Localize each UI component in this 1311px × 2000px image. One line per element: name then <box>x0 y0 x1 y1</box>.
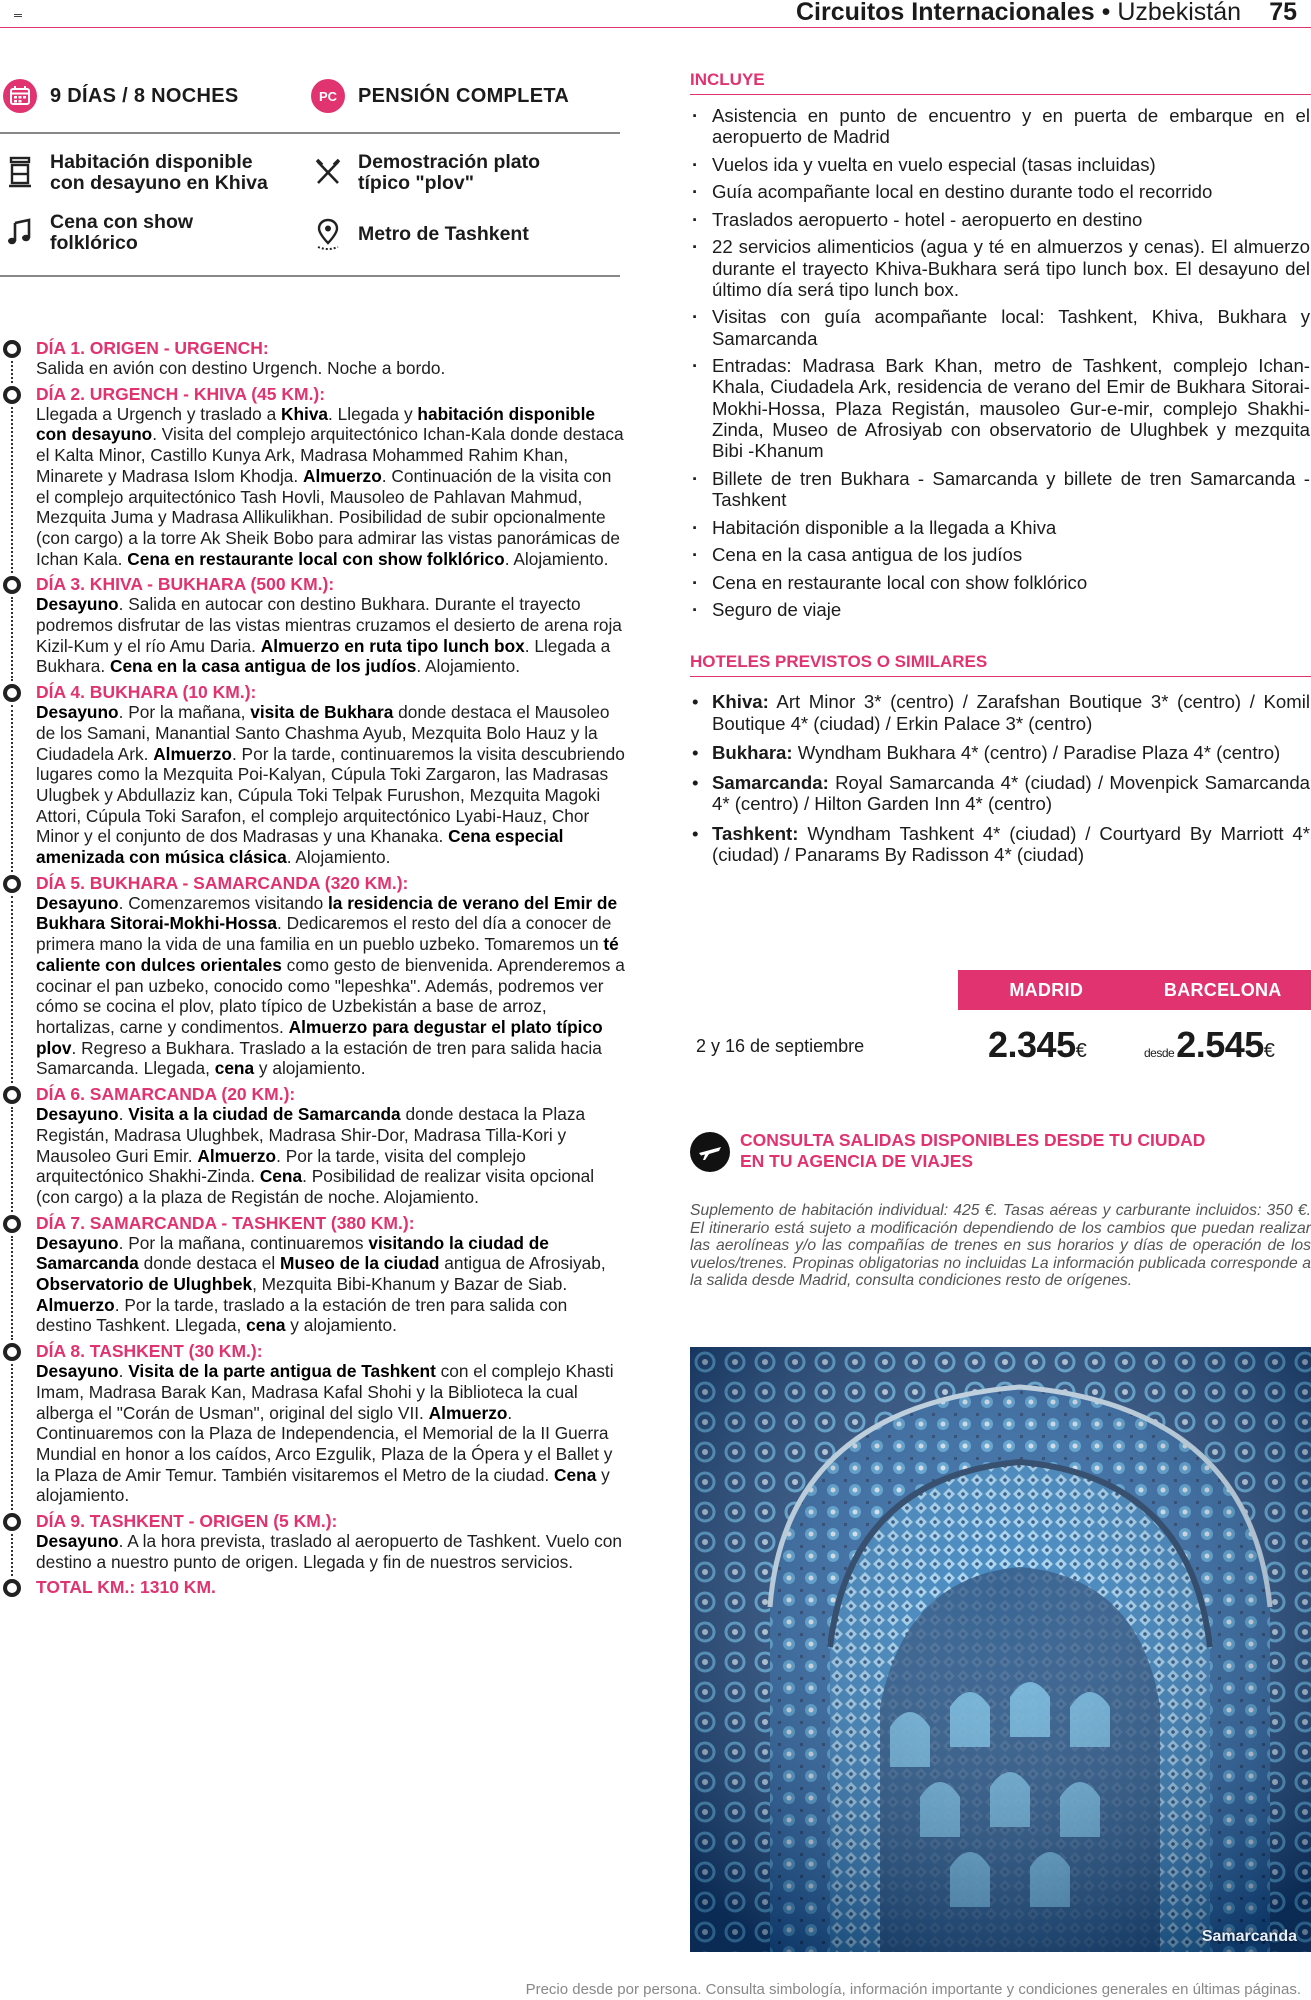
hotel-item <box>690 691 1311 734</box>
room-label-line2: con desayuno en Khiva <box>50 172 268 194</box>
right-column <box>690 70 1311 874</box>
day-text-bold: Cena <box>259 1166 303 1187</box>
day-text <box>36 404 625 570</box>
plov-label-line1: Demostración plato <box>358 151 541 173</box>
day-title: DÍA 1. ORIGEN - URGENCH: <box>36 338 269 358</box>
day-text-run: . Por la mañana, <box>118 702 251 723</box>
day-text <box>36 702 625 868</box>
feature-room <box>0 152 268 194</box>
timeline-dot-icon <box>3 576 21 594</box>
price-madrid <box>988 1024 1086 1066</box>
timeline-dot-icon <box>3 875 21 893</box>
features-divider-bottom <box>0 275 620 277</box>
day-text <box>36 893 625 1079</box>
room-label <box>50 152 268 194</box>
day-text-run: . Alojamiento. <box>416 656 521 677</box>
day-text-run: . Comenzaremos visitando <box>118 892 328 913</box>
day-text <box>36 594 625 677</box>
day-text-bold: Desayuno <box>36 892 119 913</box>
timeline-dot-icon <box>3 386 21 404</box>
list-item: · Vuelos ida y vuelta en vuelo especial (tasas incluidas) <box>690 154 1311 175</box>
departure-dates: 2 y 16 de septiembre <box>696 1036 865 1056</box>
hotel-city: Samarcanda: <box>712 771 829 793</box>
day-text-run: con el complejo Khasti Imam, Madrasa Barak Kan, Madrasa Kafal Shohi y la Biblioteca la cual alberga el "Corán de Usman", original del siglo VII. <box>36 1361 614 1423</box>
day-text-run: donde destaca el <box>138 1253 281 1274</box>
total-km: TOTAL KM.: 1310 KM. <box>36 1577 216 1598</box>
day-text-run: . Continuaremos con la Plaza de Independencia, el Memorial de la II Guerra Mundial en honor a los caídos, Arco Ezgulik, Plaza de la Ópera y el Ballet y la Plaza de Amir Temur. También visitaremos el Metro de la ciudad. <box>36 1402 613 1485</box>
price-col-barcelona: BARCELONA <box>1163 979 1282 1000</box>
itinerary-day <box>0 1213 625 1337</box>
day-text-run: . <box>118 1104 129 1125</box>
timeline-dot-icon <box>3 340 21 358</box>
hotel-city: Khiva: <box>712 691 769 713</box>
day-text-run: . Regreso a Bukhara. Traslado a la estación de tren para salida hacia Samarcanda. Llegada, <box>36 1037 602 1079</box>
feature-metro <box>308 214 529 254</box>
map-pin-icon <box>308 214 348 254</box>
day-text-bold: Visita de la parte antigua de Tashkent <box>128 1361 436 1382</box>
hotel-item <box>690 742 1311 764</box>
day-text-run: donde destaca el Mausoleo de los Samani, Manantial Santo Chashma Ayub, Mezquita Bolo Hauz y la Ciudadela Ark. <box>36 702 610 764</box>
pension-badge-icon <box>308 76 348 116</box>
hotels-list <box>690 691 1311 866</box>
day-text-run: antigua de Afrosiyab, <box>439 1253 606 1274</box>
itinerary-day <box>0 1341 625 1506</box>
price-madrid-value: 2.345 <box>988 1024 1076 1065</box>
itinerary-day <box>0 1084 625 1208</box>
day-text-run: . Alojamiento. <box>504 548 609 569</box>
airplane-icon <box>690 1132 730 1172</box>
day-text-bold: cena <box>214 1058 255 1079</box>
show-label <box>50 212 193 254</box>
day-title: DÍA 3. KHIVA - BUKHARA (500 KM.): <box>36 574 335 595</box>
day-text-bold: habitación disponible con desayuno <box>36 403 596 445</box>
header-section: Circuitos Internacionales <box>795 0 1095 26</box>
list-item: · Guía acompañante local en destino durante todo el recorrido <box>690 181 1311 202</box>
day-text-bold: Cena en la casa antigua de los judíos <box>109 656 417 677</box>
photo-caption: Samarcanda <box>1201 1928 1297 1945</box>
hotel-city: Bukhara: <box>712 742 793 764</box>
day-text-bold: Desayuno <box>36 594 119 615</box>
itinerary-day <box>0 384 625 570</box>
day-text-run: y alojamiento. <box>36 1464 610 1506</box>
calendar-icon <box>0 76 40 116</box>
includes-list <box>690 105 1311 620</box>
day-text-bold: Cena especial amenizada con música clásica <box>36 826 564 868</box>
feature-board <box>308 76 569 116</box>
cutlery-icon <box>308 152 348 192</box>
day-text-bold: Almuerzo <box>428 1402 508 1423</box>
conditions-note: Suplemento de habitación individual: 425 €. Tasas aéreas y carburante incluidos: 350 €. El itinerario está sujeto a modificación dependiendo de los cambios que puedan realizar las aerolíneas y/o las compañías de trenes en sus horarios y días de operación de los vuelos/trenes. Propinas obligatorias no incluidas La información publicada corresponde a la salida desde Madrid, consulta condiciones resto de orígenes. <box>690 1202 1311 1289</box>
footer-disclaimer: Precio desde por persona. Consulta simbología, información importante y condiciones generales en últimas páginas. <box>525 1981 1301 1998</box>
day-text-bold: té caliente con dulces orientales <box>36 934 619 975</box>
hotel-list: Wyndham Bukhara 4* (centro) / Paradise Plaza 4* (centro) <box>792 742 1281 764</box>
list-item: · Cena en restaurante local con show folklórico <box>690 572 1311 593</box>
duration-label: 9 DÍAS / 8 NOCHES <box>50 85 239 107</box>
music-note-icon <box>0 212 40 252</box>
day-text-run: . Por la mañana, continuaremos <box>118 1232 369 1253</box>
currency-symbol: € <box>1075 1040 1087 1062</box>
itinerary-day <box>0 873 625 1079</box>
timeline-dot-icon <box>3 1513 21 1531</box>
hotel-list: Art Minor 3* (centro) / Zarafshan Boutique 3* (centro) / Komil Boutique 4* (ciudad) / Erkin Palace 3* (centro) <box>712 691 1310 734</box>
day-text-run: . Dedicaremos el resto del día a conocer de primera mano la vida de una familia en un pueblo uzbeko. Tomaremos un <box>36 913 612 955</box>
day-text-run: como gesto de bienvenida. Aprenderemos a cocinar el pan uzbeko, conocido como "lepeshka". Además, podremos ver cómo se cocina el plov, plato típico de Uzbekistán a base de arroz, hortalizas, carne y condimentos. <box>36 954 625 1037</box>
show-label-line2: folklórico <box>50 232 138 254</box>
day-text-bold: Cena en restaurante local con show folklórico <box>127 548 505 569</box>
itinerary-day <box>0 1511 625 1572</box>
header-title <box>796 0 1241 27</box>
plov-label-line2: típico "plov" <box>358 172 474 194</box>
day-text-bold: Khiva <box>280 403 329 424</box>
day-text-bold: Desayuno <box>36 1232 119 1253</box>
price-barcelona <box>1144 1024 1274 1066</box>
day-text-run: . Llegada a Bukhara. <box>36 635 611 677</box>
list-item: · Seguro de viaje <box>690 599 1311 620</box>
day-title: DÍA 6. SAMARCANDA (20 KM.): <box>36 1084 296 1105</box>
list-item: · Visitas con guía acompañante local: Tashkent, Khiva, Bukhara y Samarcanda <box>690 306 1311 349</box>
timeline-dot-icon <box>3 1579 21 1597</box>
day-text-run: Salida en avión con destino Urgench. Noche a bordo. <box>36 358 446 378</box>
day-text-run: y alojamiento. <box>285 1315 397 1336</box>
timeline-dot-icon <box>3 684 21 702</box>
day-title: DÍA 8. TASHKENT (30 KM.): <box>36 1341 263 1362</box>
plov-label <box>358 152 540 194</box>
day-text <box>36 1104 625 1208</box>
day-text-bold: Desayuno <box>36 702 119 723</box>
itinerary <box>0 338 625 1602</box>
day-text-bold: Almuerzo en ruta tipo lunch box <box>260 635 525 656</box>
timeline-dot-icon <box>3 1343 21 1361</box>
show-label-line1: Cena con show <box>50 211 194 233</box>
feature-show <box>0 212 193 254</box>
day-text-bold: visita de Bukhara <box>250 702 394 723</box>
list-item: · Billete de tren Bukhara - Samarcanda y billete de tren Samarcanda - Tashkent <box>690 468 1311 511</box>
list-item: · Cena en la casa antigua de los judíos <box>690 544 1311 565</box>
day-text-run: . Por la tarde, continuaremos la visita descubriendo lugares como la Mezquita Poi-Kalyan, Cúpula Toki Zargaron, las Madrasas Ulugbek y Abdullaziz kan, Cúpula Toki Telpak Furushon, Mezquita Magoki Attori, Cúpula Toki Sarafon, el complejo arquitectónico Lyabi-Hauz, Chor Minor y el conjunto de dos Madrasas y una Khanaka. <box>36 743 625 847</box>
consulta-line2: EN TU AGENCIA DE VIAJES <box>740 1151 974 1171</box>
day-text-bold: Almuerzo <box>303 465 382 486</box>
consulta-banner <box>690 1130 1311 1178</box>
hotel-list: Wyndham Tashkent 4* (ciudad) / Courtyard By Marriott 4* (ciudad) / Panarams By Radisson 4* (ciudad) <box>712 822 1310 866</box>
day-text-bold: cena <box>246 1315 286 1336</box>
day-text-run: . <box>118 1361 129 1382</box>
day-text-run: donde destaca la Plaza Registán, Madrasa Ulughbek, Madrasa Shir-Dor, Madrasa Tilla-Kori y Mausoleo Guri Emir. <box>36 1104 586 1166</box>
day-text-run: . Llegada y <box>328 403 418 424</box>
day-text-run: . Posibilidad de realizar visita opcional (con cargo) a la plaza de Registán de noche. Alojamiento. <box>36 1166 595 1207</box>
price-desde-label: desde <box>1144 1046 1175 1060</box>
day-text-bold: Desayuno <box>36 1104 119 1125</box>
day-text-run: . Alojamiento. <box>286 847 391 868</box>
currency-symbol: € <box>1263 1040 1275 1062</box>
day-text-run: Llegada a Urgench y traslado a <box>36 403 281 424</box>
itinerary-day <box>0 338 625 379</box>
price-barcelona-value: 2.545 <box>1176 1024 1264 1065</box>
day-text-run: . Por la tarde, traslado a la estación de tren para salida con destino Tashkent. Llegada, <box>36 1294 568 1336</box>
samarcanda-mosaic-photo <box>690 1347 1311 1952</box>
day-title: DÍA 2. URGENCH - KHIVA (45 KM.): <box>36 383 326 404</box>
day-text-run: . Por la tarde, visita del complejo arquitectónico Shakhi-Zinda. <box>36 1145 526 1187</box>
includes-heading: INCLUYE <box>690 70 1311 95</box>
feature-plov <box>308 152 540 194</box>
day-text-bold: Desayuno <box>36 1531 119 1552</box>
header-country: Uzbekistán <box>1117 0 1241 26</box>
list-item: · Traslados aeropuerto - hotel - aeropuerto en destino <box>690 209 1311 230</box>
day-text-run: . Continuación de la visita con el complejo arquitectónico Tash Hovli, Mausoleo de Pahlavan Mahmud, Mezquita Juma y Madrasa Allikulikhan. Posibilidad de subir opcionalmente (con cargo) a la torre Ak Sheik Bobo para admirar las vistas panorámicas de Ichan Kala. <box>36 465 621 569</box>
day-text <box>36 1361 625 1506</box>
price-row <box>690 1022 1311 1072</box>
mosaic-artwork <box>690 1347 1311 1952</box>
timeline-dot-icon <box>3 1086 21 1104</box>
day-text <box>36 1233 625 1337</box>
feature-duration <box>0 76 238 116</box>
room-label-line1: Habitación disponible <box>50 151 253 173</box>
day-title: DÍA 7. SAMARCANDA - TASHKENT (380 KM.): <box>36 1212 415 1233</box>
day-title: DÍA 4. BUKHARA (10 KM.): <box>36 682 257 703</box>
day-text-bold: Almuerzo <box>153 743 232 764</box>
price-table-header <box>958 970 1311 1010</box>
day-text-bold: la residencia de verano del Emir de Bukhara Sitorai-Mokhi-Hossa <box>36 892 618 934</box>
hotel-door-icon <box>0 152 40 192</box>
features-divider-top <box>0 132 620 134</box>
page-number: 75 <box>1269 0 1297 26</box>
itinerary-total <box>0 1577 625 1597</box>
consulta-text <box>740 1130 1205 1172</box>
day-text-run: . Visita del complejo arquitectónico Ichan-Kala donde destaca el Kalta Minor, Castillo Kunya Ark, Madrasa Mohammed Rahim Khan, Minarete y Madrasa Islom Khodja. <box>36 424 624 486</box>
day-text-bold: Cena <box>554 1464 597 1485</box>
day-text-bold: Almuerzo <box>36 1294 115 1315</box>
list-item: · Habitación disponible a la llegada a Khiva <box>690 517 1311 538</box>
board-label: PENSIÓN COMPLETA <box>358 85 570 107</box>
board-badge-text: PC <box>318 89 338 104</box>
hotel-list: Royal Samarcanda 4* (ciudad) / Movenpick Samarcanda 4* (centro) / Hilton Garden Inn 4* (centro) <box>712 771 1310 815</box>
day-text <box>36 1531 625 1572</box>
day-text-bold: Desayuno <box>36 1361 119 1382</box>
day-text-run: . Salida en autocar con destino Bukhara. Durante el trayecto podremos disfrutar de las vistas mientras cruzamos el desierto de arena roja Kizil-Kum y el río Amu Daria. <box>36 594 622 656</box>
itinerary-day <box>0 574 625 677</box>
page-header <box>0 0 1311 28</box>
day-title: DÍA 5. BUKHARA - SAMARCANDA (320 KM.): <box>36 872 409 893</box>
day-text-bold: Almuerzo <box>197 1145 277 1166</box>
day-text-bold: Almuerzo para degustar el plato típico plov <box>36 1016 603 1058</box>
header-separator: • <box>1094 0 1118 26</box>
menu-mark-icon <box>14 14 22 17</box>
day-text-bold: Observatorio de Ulughbek <box>36 1274 253 1295</box>
day-text-run: , Mezquita Bibi-Khanum y Bazar de Siab. <box>252 1274 568 1295</box>
list-item: · Entradas: Madrasa Bark Khan, metro de Tashkent, complejo Ichan-Khala, Ciudadela Ark, residencia de verano del Emir de Bukhara Sitorai-Mokhi-Hossa, Plaza Registán, mausoleo Gur-e-mir, complejo Shakhi-Zinda, Museo de Afrosiyab con observatorio de Ulughbek y mezquita Bibi -Khanum <box>690 355 1311 461</box>
day-text-bold: visitando la ciudad de Samarcanda <box>36 1232 549 1274</box>
consulta-line1: CONSULTA SALIDAS DISPONIBLES DESDE TU CIUDAD <box>740 1130 1206 1150</box>
day-text-bold: Visita a la ciudad de Samarcanda <box>128 1104 401 1125</box>
metro-label: Metro de Tashkent <box>358 223 529 245</box>
day-text-bold: Museo de la ciudad <box>280 1253 440 1274</box>
hotel-item <box>690 772 1311 815</box>
hotels-heading: HOTELES PREVISTOS O SIMILARES <box>690 652 1311 677</box>
day-text-run: . A la hora prevista, traslado al aeropuerto de Tashkent. Vuelo con destino a nuestro punto de origen. Llegada y fin de nuestros servicios. <box>36 1531 622 1572</box>
day-title: DÍA 9. TASHKENT - ORIGEN (5 KM.): <box>36 1511 338 1532</box>
day-text <box>36 358 625 379</box>
day-text-run: y alojamiento. <box>254 1058 366 1079</box>
hotel-city: Tashkent: <box>712 822 799 844</box>
list-item: · 22 servicios alimenticios (agua y té en almuerzos y cenas). El almuerzo durante el trayecto Khiva-Bukhara será tipo lunch box. El desayuno del último día será tipo lunch box. <box>690 236 1311 300</box>
timeline-dot-icon <box>3 1215 21 1233</box>
hotel-item <box>690 823 1311 866</box>
price-col-madrid: MADRID <box>1009 979 1084 1000</box>
itinerary-day <box>0 682 625 868</box>
list-item: · Asistencia en punto de encuentro y en puerta de embarque en el aeropuerto de Madrid <box>690 105 1311 148</box>
